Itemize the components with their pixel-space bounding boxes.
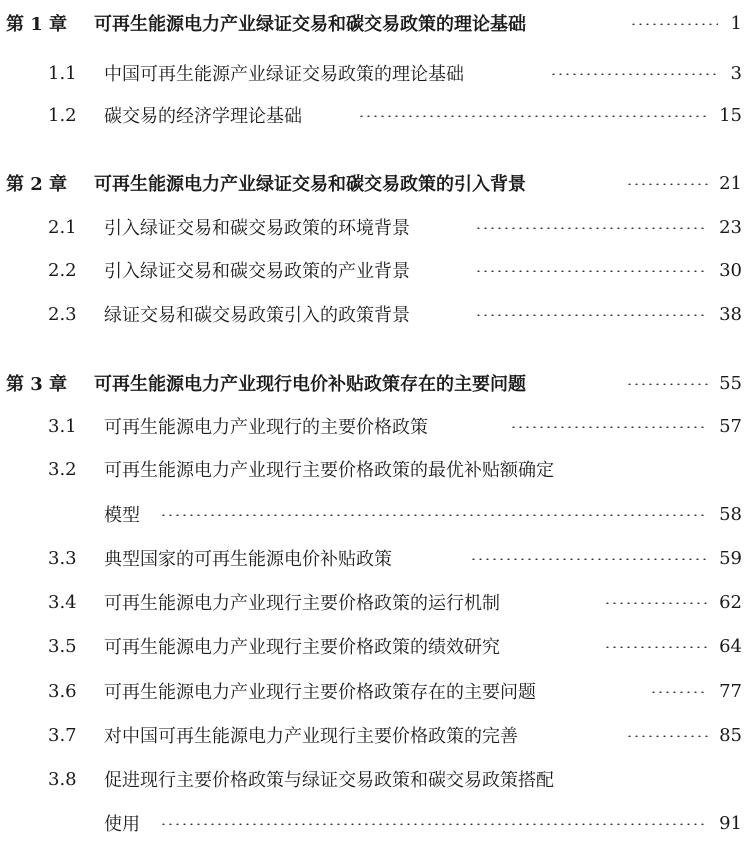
toc-section-entry[interactable]: [0, 543, 750, 573]
toc-entry-number: 3.7: [48, 724, 77, 746]
toc-page-number: 55: [719, 372, 742, 394]
toc-page-number: 57: [719, 415, 742, 437]
toc-section-entry[interactable]: [0, 411, 750, 441]
toc-dot-leader: [650, 691, 708, 693]
toc-chapter-entry[interactable]: [0, 168, 750, 198]
toc-dot-leader: [550, 73, 718, 75]
toc-entry-title: 可再生能源电力产业现行的主要价格政策: [104, 417, 428, 438]
toc-entry-title: 可再生能源电力产业绿证交易和碳交易政策的理论基础: [94, 14, 526, 35]
toc-page-number: 59: [719, 547, 742, 569]
toc-entry-title: 典型国家的可再生能源电价补贴政策: [104, 549, 392, 570]
toc-entry-number: 2.3: [48, 303, 77, 325]
toc-page-number: 38: [719, 303, 742, 325]
toc-page-number: 15: [719, 104, 742, 126]
toc-page-number: 62: [719, 591, 742, 613]
toc-page-number: 1: [730, 12, 742, 34]
toc-page-number: 77: [719, 680, 742, 702]
toc-dot-leader: [604, 646, 708, 648]
toc-section-entry[interactable]: [0, 58, 750, 88]
toc-dot-leader: [160, 823, 708, 825]
toc-entry-title: 引入绿证交易和碳交易政策的环境背景: [104, 218, 410, 239]
toc-section-entry[interactable]: [0, 255, 750, 285]
toc-page-number: 91: [719, 812, 742, 834]
toc-dot-leader: [510, 426, 708, 428]
toc-entry-number: 1.2: [48, 104, 77, 126]
toc-section-entry[interactable]: [0, 299, 750, 329]
toc-dot-leader: [626, 735, 708, 737]
toc-entry-number: 3.2: [48, 458, 77, 480]
toc-entry-title: 模型: [104, 505, 140, 526]
toc-page-number: 21: [719, 172, 742, 194]
toc-entry-title: 可再生能源电力产业现行主要价格政策的运行机制: [104, 593, 500, 614]
toc-section-entry[interactable]: [0, 764, 750, 794]
toc-dot-leader: [475, 227, 708, 229]
toc-entry-number: 第 2 章: [6, 174, 68, 195]
toc-entry-title: 可再生能源电力产业现行主要价格政策的最优补贴额确定: [104, 460, 554, 481]
toc-section-entry[interactable]: [0, 676, 750, 706]
toc-entry-title: 对中国可再生能源电力产业现行主要价格政策的完善: [104, 726, 518, 747]
toc-section-entry[interactable]: [0, 499, 750, 529]
toc-entry-title: 中国可再生能源产业绿证交易政策的理论基础: [104, 64, 464, 85]
toc-dot-leader: [470, 558, 708, 560]
toc-section-entry[interactable]: [0, 454, 750, 484]
toc-section-entry[interactable]: [0, 212, 750, 242]
toc-entry-number: 2.1: [48, 216, 77, 238]
toc-entry-title: 绿证交易和碳交易政策引入的政策背景: [104, 305, 410, 326]
toc-entry-title: 可再生能源电力产业现行主要价格政策存在的主要问题: [104, 682, 536, 703]
toc-entry-number: 3.4: [48, 591, 77, 613]
toc-entry-title: 使用: [104, 814, 140, 835]
toc-dot-leader: [358, 115, 708, 117]
toc-page-number: 58: [719, 503, 742, 525]
toc-entry-number: 3.3: [48, 547, 77, 569]
toc-dot-leader: [604, 602, 708, 604]
toc-entry-number: 2.2: [48, 259, 77, 281]
toc-chapter-entry[interactable]: [0, 8, 750, 38]
toc-entry-title: 碳交易的经济学理论基础: [104, 106, 302, 127]
toc-chapter-entry[interactable]: [0, 368, 750, 398]
toc-section-entry[interactable]: [0, 587, 750, 617]
toc-page-number: 85: [719, 724, 742, 746]
toc-entry-title: 可再生能源电力产业现行主要价格政策的绩效研究: [104, 637, 500, 658]
toc-entry-title: 促进现行主要价格政策与绿证交易政策和碳交易政策搭配: [104, 770, 554, 791]
toc-dot-leader: [626, 183, 708, 185]
toc-page-number: 64: [719, 635, 742, 657]
toc-entry-title: 引入绿证交易和碳交易政策的产业背景: [104, 261, 410, 282]
toc-dot-leader: [475, 314, 708, 316]
toc-dot-leader: [630, 23, 718, 25]
toc-section-entry[interactable]: [0, 100, 750, 130]
toc-section-entry[interactable]: [0, 808, 750, 838]
toc-entry-title: 可再生能源电力产业现行电价补贴政策存在的主要问题: [94, 374, 526, 395]
toc-entry-number: 3.5: [48, 635, 77, 657]
toc-entry-number: 3.1: [48, 415, 77, 437]
toc-page-number: 3: [730, 62, 742, 84]
toc-section-entry[interactable]: [0, 720, 750, 750]
toc-entry-title: 可再生能源电力产业绿证交易和碳交易政策的引入背景: [94, 174, 526, 195]
toc-page-number: 23: [719, 216, 742, 238]
toc-entry-number: 1.1: [48, 62, 77, 84]
toc-dot-leader: [160, 514, 708, 516]
toc-entry-number: 3.8: [48, 768, 77, 790]
toc-entry-number: 第 3 章: [6, 374, 68, 395]
toc-entry-number: 3.6: [48, 680, 77, 702]
toc-section-entry[interactable]: [0, 631, 750, 661]
toc-page-number: 30: [719, 259, 742, 281]
toc-dot-leader: [475, 270, 708, 272]
toc-dot-leader: [626, 383, 708, 385]
toc-entry-number: 第 1 章: [6, 14, 68, 35]
